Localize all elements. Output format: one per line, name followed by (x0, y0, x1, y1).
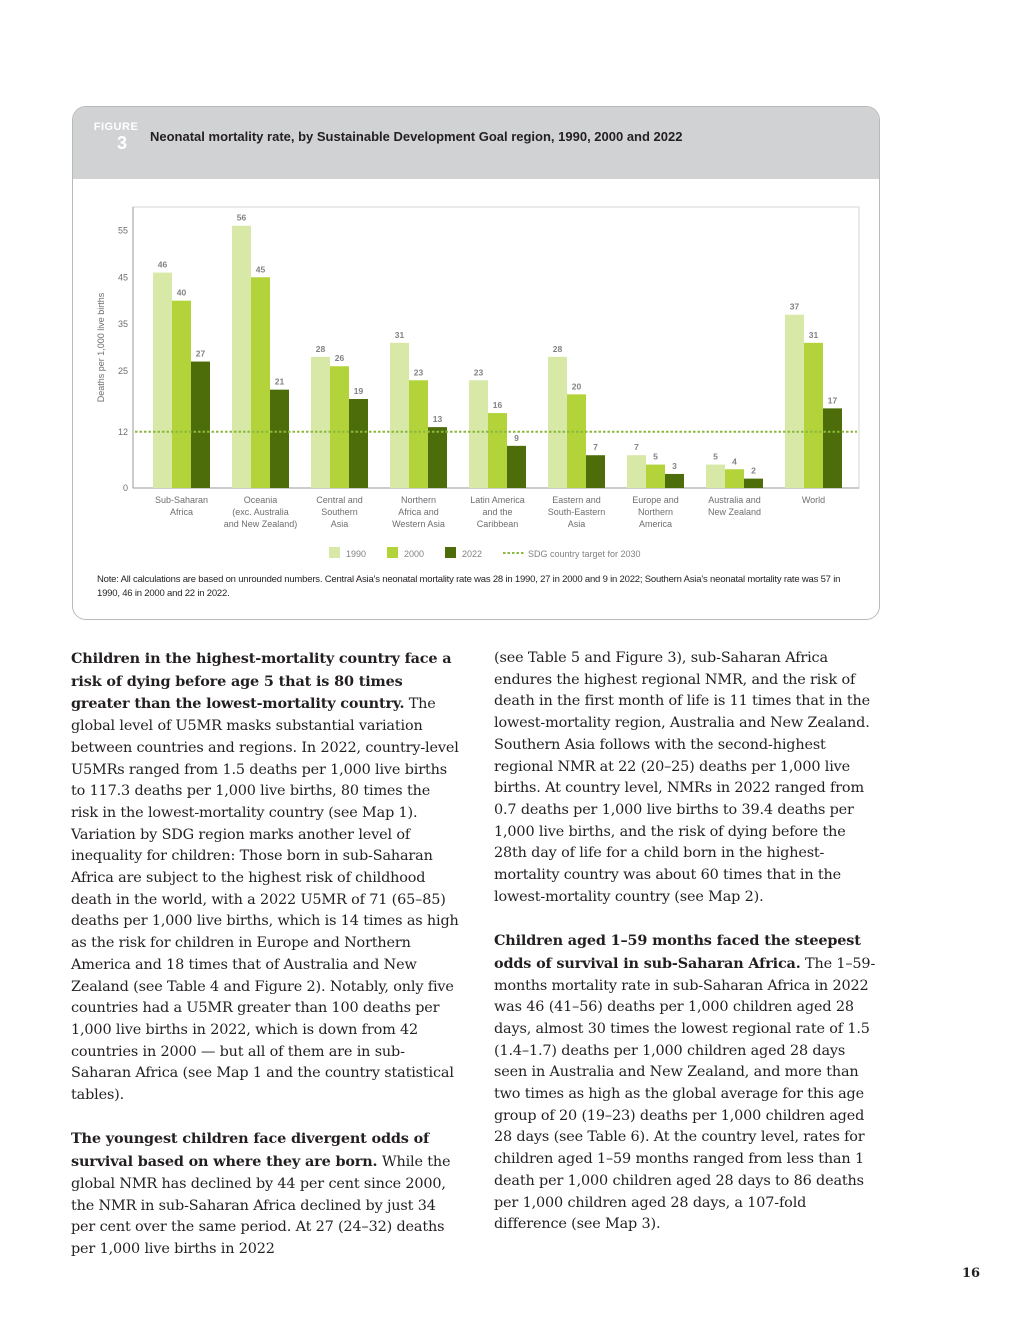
x-tick-label: Africa (169, 507, 194, 517)
x-tick-label: Sub-Saharan (154, 495, 209, 505)
x-tick-label: Europe and (632, 495, 679, 505)
y-tick-label: 55 (117, 225, 128, 236)
bar-2000 (172, 301, 191, 488)
x-tick-label: Northern (400, 495, 437, 505)
bar-2000 (567, 394, 586, 488)
data-label: 4 (732, 456, 737, 467)
figure-title: Neonatal mortality rate, by Sustainable Development Goal region, 1990, 2000 and 2022 (150, 129, 683, 144)
x-tick-label: Asia (330, 519, 349, 529)
x-tick-label: (exc. Australia (232, 507, 289, 517)
bar-1990 (311, 357, 330, 488)
data-label: 3 (672, 460, 677, 471)
paragraph-text: While the global NMR has declined by 44 per cent since 2000, the NMR in sub-Saharan Africa declined by just 34 per cent over the same period. At 27 (24–32) deaths per 1,000 live births in 2022 (71, 1154, 451, 1257)
data-label: 23 (413, 367, 424, 378)
data-label: 20 (571, 381, 582, 392)
paragraph-text: (see Table 5 and Figure 3), sub-Saharan Africa endures the highest regional NMR, and the risk of death in the first month of life is 11 times that in the lowest-mortality region, Australia and New Zealand. Southern Asia follows with the second-highest regional NMR at 22 (20–25) deaths per 1,000 live births. At country level, NMRs in 2022 ranged from 0.7 deaths per 1,000 live births to 39.4 deaths per 1,000 live births, and the risk of dying before the 28th day of life for a child born in the highest-mortality country was about 60 times that in the lowest-mortality country (see Map 2). (494, 650, 871, 905)
x-tick-label: Western Asia (392, 519, 445, 529)
bar-2022 (744, 479, 763, 488)
bar-1990 (153, 273, 172, 488)
y-tick-label: 45 (117, 272, 128, 283)
x-tick-label: Latin America (470, 495, 525, 505)
data-label: 21 (274, 376, 285, 387)
bar-2000 (804, 343, 823, 488)
paragraph (494, 930, 882, 1236)
x-tick-label: and New Zealand) (223, 519, 298, 529)
data-label: 28 (552, 343, 563, 354)
data-label: 37 (789, 301, 800, 312)
bar-1990 (232, 226, 251, 488)
body-column-left (71, 648, 459, 1282)
x-tick-label: New Zealand (707, 507, 762, 517)
bar-2000 (646, 465, 665, 488)
paragraph-text: The 1–59-months mortality rate in sub-Saharan Africa in 2022 was 46 (41–56) deaths per 1,000 children aged 28 days, almost 30 times the lowest regional rate of 1.5 (1.4–1.7) deaths per 1,000 children aged 28 days seen in Australia and New Zealand, and more than two times as high as the global average for this age group of 20 (19–23) deaths per 1,000 children aged 28 days (see Table 6). At the country level, rates for children aged 1–59 months ranged from less than 1 death per 1,000 children aged 28 days to 86 deaths per 1,000 children aged 28 days, a 107-fold difference (see Map 3). (494, 955, 876, 1233)
data-label: 40 (176, 287, 187, 298)
paragraph (71, 1128, 459, 1260)
data-label: 2 (751, 465, 756, 476)
data-label: 5 (653, 451, 658, 462)
bar-2000 (330, 366, 349, 488)
bar-2022 (507, 446, 526, 488)
y-tick-label: 25 (117, 365, 128, 376)
figure-number: 3 (116, 133, 127, 153)
bar-chart (73, 187, 879, 573)
bar-1990 (548, 357, 567, 488)
data-label: 7 (593, 442, 598, 453)
x-tick-label: Australia and (708, 495, 761, 505)
data-label: 19 (353, 386, 364, 397)
bar-1990 (469, 380, 488, 488)
legend-swatch-2022 (445, 547, 456, 558)
data-label: 28 (315, 343, 326, 354)
paragraph-lead: Children in the highest-mortality country face a risk of dying before age 5 that is 80 times greater than the lowest-mortality country. (71, 650, 452, 713)
x-tick-label: Northern (637, 507, 674, 517)
bar-2022 (349, 399, 368, 488)
bar-2000 (725, 469, 744, 488)
bar-2022 (191, 362, 210, 488)
data-label: 45 (255, 264, 266, 275)
data-label: 9 (514, 432, 519, 443)
data-label: 7 (634, 442, 639, 453)
data-label: 17 (827, 395, 838, 406)
legend-swatch-2000 (387, 547, 398, 558)
page-number: 16 (962, 1266, 981, 1281)
bar-2022 (428, 427, 447, 488)
figure-header (73, 107, 879, 179)
y-tick-label: 12 (117, 426, 128, 437)
x-tick-label: South-Eastern (547, 507, 606, 517)
bar-2022 (586, 455, 605, 488)
data-label: 23 (473, 367, 484, 378)
paragraph-text: The global level of U5MR masks substantial variation between countries and regions. In 2022, country-level U5MRs ranged from 1.5 deaths per 1,000 live births to 117.3 deaths per 1,000 live births, 80 times the risk in the lowest-mortality country (see Map 1). Variation by SDG region marks another level of inequality for children: Those born in sub-Saharan Africa are subject to the highest risk of childhood death in the world, with a 2022 U5MR of 71 (65–85) deaths per 1,000 live births, which is 14 times as high as the risk for children in Europe and Northern America and 18 times that of Australia and New Zealand (see Table 4 and Figure 2). Notably, only five countries had a U5MR greater than 100 deaths per 1,000 live births in 2022, which is down from 42 countries in 2000 — but all of them are in sub-Saharan Africa (see Map 1 and the country statistical tables). (71, 696, 459, 1104)
paragraph (71, 648, 459, 1107)
bar-2022 (823, 408, 842, 488)
y-axis-title: Deaths per 1,000 live births (96, 292, 106, 403)
data-label: 16 (492, 400, 503, 411)
paragraph-lead: Children aged 1–59 months faced the steepest odds of survival in sub-Saharan Africa. (494, 932, 861, 972)
bar-2000 (488, 413, 507, 488)
x-tick-label: and the (482, 507, 513, 517)
x-tick-label: Oceania (243, 495, 278, 505)
figure-panel (72, 106, 880, 620)
legend-swatch-1990 (329, 547, 340, 558)
data-label: 26 (334, 353, 345, 364)
x-tick-label: Eastern and (552, 495, 601, 505)
y-tick-label: 0 (122, 483, 128, 493)
data-label: 5 (713, 451, 718, 462)
bar-2022 (665, 474, 684, 488)
bar-2000 (251, 277, 270, 488)
bar-1990 (627, 455, 646, 488)
legend-label-2022: 2022 (462, 549, 483, 559)
x-tick-label: Southern (321, 507, 358, 517)
legend-label-1990: 1990 (346, 549, 367, 559)
figure-note: Note: All calculations are based on unrounded numbers. Central Asia’s neonatal mortality rate was 28 in 1990, 27 in 2000 and 9 in 2022; Southern Asia’s neonatal mortality rate was 57 in 1990, 46 in 2000 and 22 in 2022. (97, 574, 841, 599)
bar-1990 (390, 343, 409, 488)
data-label: 27 (195, 348, 206, 359)
legend-label-2000: 2000 (404, 549, 425, 559)
x-tick-label: World (801, 495, 826, 505)
bar-2022 (270, 390, 289, 488)
x-tick-label: Africa and (398, 507, 439, 517)
bar-2000 (409, 380, 428, 488)
bar-1990 (706, 465, 725, 488)
legend-label-sdg-target: SDG country target for 2030 (528, 549, 641, 559)
x-tick-label: Caribbean (476, 519, 519, 529)
body-column-right (494, 648, 882, 1258)
figure-label: FIGURE (93, 121, 139, 133)
paragraph (494, 648, 882, 908)
data-label: 31 (394, 329, 405, 340)
data-label: 56 (236, 212, 247, 223)
x-tick-label: Asia (567, 519, 586, 529)
x-tick-label: Central and (316, 495, 363, 505)
data-label: 46 (157, 259, 168, 270)
x-tick-label: America (638, 519, 673, 529)
data-label: 13 (432, 414, 443, 425)
data-label: 31 (808, 329, 819, 340)
paragraph-lead: The youngest children face divergent odds of survival based on where they are born. (71, 1130, 430, 1171)
bar-1990 (785, 315, 804, 488)
y-tick-label: 35 (117, 319, 128, 330)
